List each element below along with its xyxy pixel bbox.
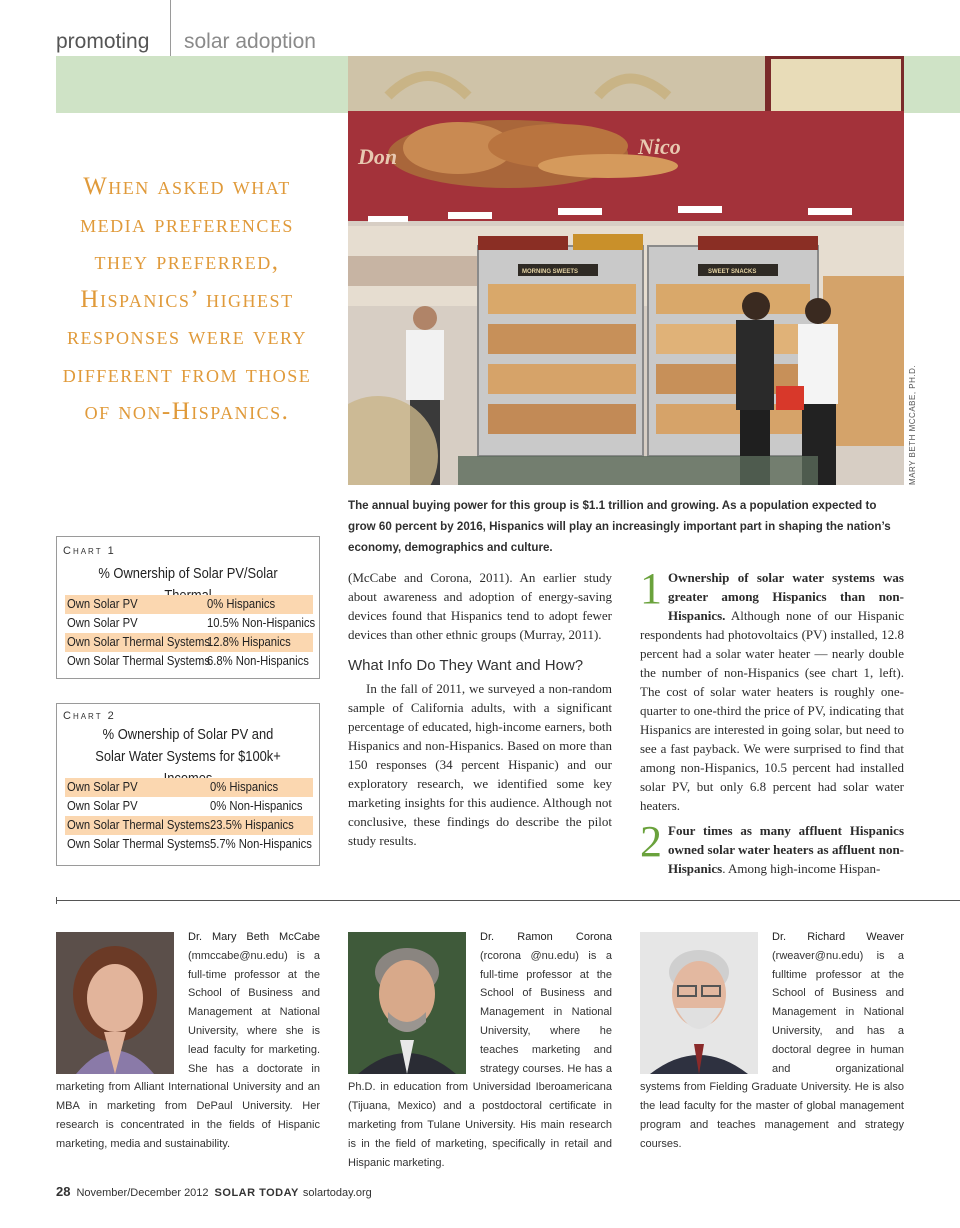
body-paragraph: In the fall of 2011, we surveyed a non-random sample of California adults, with a significant percentage of educated, high-income earners, both Hispanics and non-Hispanics. Based on more than 150 responses (34 percent Hispanic) and our exploratory research, we identified some key marketing insights for this audience. Although not conclusive, these findings do describe the pilot study results. — [348, 681, 612, 848]
author-bio-weaver — [640, 928, 904, 1154]
chart-1-row — [65, 652, 313, 671]
chart-1-box — [56, 536, 320, 679]
key-finding-1 — [640, 564, 904, 815]
row-label: Own Solar Thermal Systems — [67, 837, 210, 851]
chart-1-row — [65, 633, 313, 652]
portrait-illustration — [640, 932, 758, 1074]
bakery-photo — [348, 56, 904, 485]
magazine-name: SOLAR TODAY — [214, 1187, 299, 1199]
row-value: 0% Hispanics — [210, 780, 279, 794]
shelf-sign-left: MORNING SWEETS — [522, 269, 579, 275]
author-bio-mccabe — [56, 928, 320, 1154]
shelf-sign-right: SWEET SNACKS — [708, 269, 757, 275]
finding-text: . Among high-income Hispan- — [722, 861, 881, 876]
row-value: 6.8% Non-Hispanics — [207, 654, 309, 668]
row-value: 12.8% Hispanics — [207, 635, 291, 649]
page-footer — [56, 1184, 372, 1199]
author-bio-text: (rcorona @nu.edu) is a full-time professor at the School of Business and Management in National University, where he teaches marketing and strategy courses. He has a Ph.D. in education from Universidad Iberoamericana (Tijuana, Mexico) and a postdoctoral certificate in marketing from Tulane University. His main research is in the field of marketing, specifically in retail and Hispanic marketing. — [348, 949, 612, 1169]
photo-caption: The annual buying power for this group is $1.1 trillion and growing. As a population expected to grow 60 percent by 2016, Hispanics will play an increasingly important part in shaping the nation’s economy, demographics and culture. — [348, 499, 891, 554]
author-bio-corona — [348, 928, 612, 1172]
row-value: 0% Non-Hispanics — [210, 799, 303, 813]
chart-2-title-line1: % Ownership of Solar PV and — [102, 726, 274, 743]
finding-number: 1 — [640, 564, 662, 613]
chart-2-row — [65, 778, 313, 797]
finding-number: 2 — [640, 817, 662, 866]
sign-text-left: Don — [358, 144, 398, 169]
row-label: Own Solar Thermal Systems — [67, 635, 210, 649]
pull-quote: When asked what media preferences they preferred, Hispanics’ highest responses were very different from those of non-Hispanics. — [62, 173, 312, 425]
chart-2-row — [65, 816, 313, 835]
chart-2-kicker: Chart 2 — [63, 710, 116, 722]
article-column-right — [640, 564, 904, 878]
magazine-site: solartoday.org — [302, 1187, 372, 1199]
chart-1-kicker: Chart 1 — [63, 545, 116, 557]
author-photo — [640, 932, 758, 1074]
section-sublabel: solar adoption — [184, 30, 316, 53]
chart-2-row — [65, 835, 313, 854]
row-value: 0% Hispanics — [207, 597, 276, 611]
author-photo — [56, 932, 174, 1074]
author-name: Dr. Ramon Corona — [480, 931, 612, 943]
author-bio-text: (mmccabe@nu.edu) is a full-time professor at the School of Business and Management at National University, where she is lead faculty for marketing. She has a doctorate in marketing from Alliant International University and an MBA in marketing from DePaul University. Her research is concentrated in the fields of Hispanic marketing, media and sustainability. — [56, 949, 320, 1150]
key-finding-2 — [640, 817, 904, 878]
row-label: Own Solar PV — [67, 780, 138, 794]
chart-1-rows — [65, 595, 316, 671]
row-value: 5.7% Non-Hispanics — [210, 837, 312, 851]
chart-1-row — [65, 614, 316, 633]
issue-date: November/December 2012 — [76, 1187, 209, 1199]
section-divider — [56, 900, 960, 901]
portrait-illustration — [56, 932, 174, 1074]
row-label: Own Solar Thermal Systems — [67, 654, 210, 668]
section-subhead: What Info Do They Want and How? — [348, 657, 584, 674]
portrait-illustration — [348, 932, 466, 1074]
page-number: 28 — [56, 1184, 71, 1199]
bakery-scene-illustration — [348, 56, 904, 485]
row-label: Own Solar Thermal Systems — [67, 818, 210, 832]
article-column-middle — [348, 568, 612, 850]
finding-lead: Four times as many affluent Hispanics owned solar water heaters as affluent non-Hispanics — [668, 823, 904, 876]
row-value: 23.5% Hispanics — [210, 818, 294, 832]
section-label: promoting — [56, 30, 150, 53]
body-paragraph: (McCabe and Corona, 2011). An earlier study about awareness and adoption of energy-saving devices found that Hispanics tend to adopt fewer devices than other ethnic groups (Murray, 2011). — [348, 570, 612, 642]
finding-lead: Ownership of solar water systems was greater among Hispanics than non-Hispanics. — [668, 570, 904, 623]
sign-text-right: Nico — [638, 134, 681, 159]
row-label: Own Solar PV — [67, 799, 138, 813]
chart-2-row — [65, 797, 313, 816]
author-name: Dr. Mary Beth McCabe — [188, 931, 320, 943]
author-photo — [348, 932, 466, 1074]
author-name: Dr. Richard Weaver — [772, 931, 904, 943]
chart-2-rows — [65, 778, 313, 854]
chart-2-title-line2: Solar Water Systems for $100k+ — [95, 748, 281, 765]
chart-2-box — [56, 703, 320, 866]
row-value: 10.5% Non-Hispanics — [207, 616, 316, 630]
chart-1-row — [65, 595, 313, 614]
author-bio-text: (rweaver@nu.edu) is a fulltime professor at the School of Business and Management in National University, and has a doctoral degree in human and organizational systems from Fielding Graduate University. He is also the lead faculty for the master of global management program and teaches management and strategy courses. — [640, 949, 904, 1150]
photo-credit: MARY BETH MCCABE, PH.D. — [908, 364, 917, 485]
row-label: Own Solar PV — [67, 616, 138, 630]
row-label: Own Solar PV — [67, 597, 138, 611]
chart-1-title: % Ownership of Solar PV/Solar — [98, 565, 278, 582]
finding-text: Although none of our Hispanic respondents had photovoltaics (PV) installed, 12.8 percent had a solar water heater — nearly double the number of non-Hispanics (see chart 1, left). The cost of solar water heaters is roughly one-quarter to one-third the price of PV, indicating that Hispanics are interested in going solar, but need to see a fast payback. We were surprised to find that among non-Hispanics, 10.5 percent had installed solar PV, but only 6.8 percent had solar water heaters. — [640, 608, 904, 813]
